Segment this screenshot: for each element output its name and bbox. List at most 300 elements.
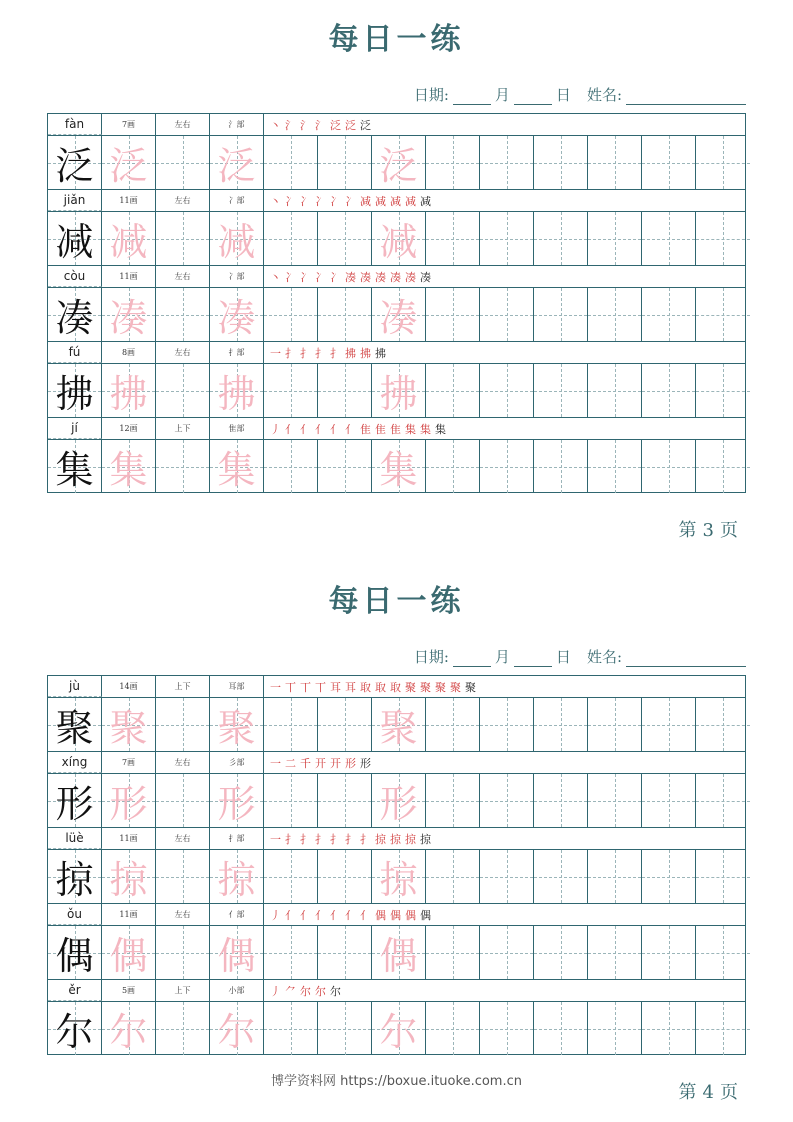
tian-grid-box[interactable] [102,698,156,751]
tian-grid-box[interactable] [588,774,642,827]
tian-grid-box[interactable] [642,288,696,341]
char-info-row [47,827,746,849]
stroke-step: 丅 [285,680,296,694]
stroke-step: 扌 [285,346,296,360]
page-num-value: 3 [702,520,720,541]
tian-grid-box[interactable] [588,698,642,751]
stroke-step: 扌 [315,832,326,846]
tian-grid-box[interactable] [642,850,696,903]
tian-grid-box[interactable] [102,136,156,189]
trace-character: 聚 [109,706,148,750]
stroke-step: 氵 [315,118,326,132]
tian-grid-box[interactable] [642,136,696,189]
tian-grid-box[interactable] [480,850,534,903]
model-character: 聚 [55,706,94,750]
stroke-step: 取 [375,680,386,694]
trace-character: 尔 [379,1010,418,1054]
tian-grid-box[interactable] [426,698,480,751]
char-grid-row [47,439,746,493]
stroke-step: 开 [330,756,341,770]
tian-grid-box[interactable] [534,774,588,827]
stroke-step: 尔 [315,984,326,998]
radical: 扌部 [210,828,264,849]
radical: 亻部 [210,904,264,925]
model-character: 形 [55,782,94,826]
trace-character: 泛 [109,144,148,188]
tian-grid-box[interactable] [210,774,264,827]
tian-grid-box[interactable] [642,212,696,265]
tian-grid-box[interactable] [264,850,318,903]
tian-grid-box[interactable] [48,136,102,189]
tian-grid-box[interactable] [642,364,696,417]
tian-grid-box[interactable] [372,364,426,417]
page-num-value: 4 [702,1082,720,1103]
tian-grid-box[interactable] [48,774,102,827]
tian-grid-box[interactable] [156,926,210,979]
tian-grid-box[interactable] [534,850,588,903]
stroke-step: 亻 [345,422,356,436]
stroke-count: 14画 [102,676,156,697]
tian-grid-box[interactable] [372,440,426,493]
month-blank[interactable] [453,652,491,667]
tian-grid-box[interactable] [210,136,264,189]
page-number [679,516,744,542]
tian-grid-box[interactable] [48,212,102,265]
char-grid-row [47,773,746,827]
tian-grid-box[interactable] [372,136,426,189]
trace-character: 拂 [217,372,256,416]
stroke-step: 集 [405,422,416,436]
stroke-step: 亻 [345,908,356,922]
tian-grid-box[interactable] [480,926,534,979]
tian-grid-box[interactable] [480,136,534,189]
tian-grid-box[interactable] [156,440,210,493]
radical: 小部 [210,980,264,1001]
tian-grid-box[interactable] [102,1002,156,1055]
tian-grid-box[interactable] [102,364,156,417]
tian-grid-box[interactable] [318,1002,372,1055]
trace-character: 聚 [217,706,256,750]
stroke-step: 二 [285,756,296,770]
tian-grid-box[interactable] [696,288,750,341]
stroke-step: 泛 [330,118,341,132]
tian-grid-box[interactable] [372,926,426,979]
radical: 扌部 [210,342,264,363]
tian-grid-box[interactable] [588,850,642,903]
stroke-step: 凑 [390,270,401,284]
trace-character: 偶 [109,934,148,978]
tian-grid-box[interactable] [426,212,480,265]
trace-character: 偶 [379,934,418,978]
pinyin: xíng [48,752,102,773]
trace-character: 凑 [379,296,418,340]
stroke-step: 扌 [330,346,341,360]
tian-grid-box[interactable] [48,288,102,341]
stroke-step: 取 [390,680,401,694]
char-grid-row [47,697,746,751]
stroke-step: 扌 [345,832,356,846]
stroke-step: 泛 [360,118,371,132]
tian-grid-box[interactable] [48,850,102,903]
stroke-order [264,342,745,363]
trace-character: 掠 [217,858,256,902]
radical: 冫部 [210,190,264,211]
trace-character: 减 [379,220,418,264]
char-info-row [47,417,746,439]
stroke-step: 亻 [315,908,326,922]
pinyin: còu [48,266,102,287]
tian-grid-box[interactable] [210,440,264,493]
tian-grid-box[interactable] [372,1002,426,1055]
page-suffix: 页 [720,1082,744,1103]
tian-grid-box[interactable] [426,774,480,827]
stroke-step: 冫 [300,270,311,284]
tian-grid-box[interactable] [534,364,588,417]
stroke-step: 一 [270,346,281,360]
stroke-step: 氵 [285,118,296,132]
tian-grid-box[interactable] [534,288,588,341]
model-character: 集 [55,448,94,492]
tian-grid-box[interactable] [102,926,156,979]
tian-grid-box[interactable] [642,926,696,979]
stroke-step: 亻 [300,422,311,436]
stroke-step: 隹 [375,422,386,436]
month-blank[interactable] [453,90,491,105]
stroke-count: 11画 [102,190,156,211]
trace-character: 聚 [379,706,418,750]
stroke-step: 扌 [285,832,296,846]
stroke-step: 扌 [300,832,311,846]
pinyin: ěr [48,980,102,1001]
trace-character: 形 [217,782,256,826]
stroke-step: 凑 [420,270,431,284]
stroke-step: 拂 [345,346,356,360]
tian-grid-box[interactable] [426,288,480,341]
char-grid-row [47,849,746,903]
tian-grid-box[interactable] [210,288,264,341]
stroke-step: 丿 [270,984,281,998]
date-name-line [414,646,746,667]
tian-grid-box[interactable] [696,440,750,493]
tian-grid-box[interactable] [372,774,426,827]
structure: 左右 [156,828,210,849]
tian-grid-box[interactable] [318,774,372,827]
stroke-step: 拂 [375,346,386,360]
tian-grid-box[interactable] [696,926,750,979]
tian-grid-box[interactable] [696,1002,750,1055]
day-blank[interactable] [514,90,552,105]
tian-grid-box[interactable] [318,698,372,751]
day-blank[interactable] [514,652,552,667]
tian-grid-box[interactable] [696,364,750,417]
char-grid-row [47,925,746,979]
stroke-step: 聚 [465,680,476,694]
tian-grid-box[interactable] [534,136,588,189]
tian-grid-box[interactable] [480,288,534,341]
structure: 左右 [156,342,210,363]
tian-grid-box[interactable] [696,136,750,189]
stroke-step: 减 [360,194,371,208]
stroke-step: 丿 [270,908,281,922]
stroke-count: 12画 [102,418,156,439]
structure: 左右 [156,114,210,135]
model-character: 尔 [55,1010,94,1054]
trace-character: 尔 [109,1010,148,1054]
radical: 耳部 [210,676,264,697]
stroke-step: 冫 [330,270,341,284]
name-blank[interactable] [626,652,746,667]
stroke-step: 亻 [330,422,341,436]
tian-grid-box[interactable] [426,136,480,189]
stroke-count: 11画 [102,904,156,925]
stroke-step: 隹 [360,422,371,436]
tian-grid-box[interactable] [102,288,156,341]
tian-grid-box[interactable] [588,364,642,417]
tian-grid-box[interactable] [318,212,372,265]
tian-grid-box[interactable] [318,926,372,979]
model-character: 拂 [55,372,94,416]
char-info-row [47,189,746,211]
tian-grid-box[interactable] [696,774,750,827]
tian-grid-box[interactable] [210,698,264,751]
trace-character: 集 [109,448,148,492]
day-label: 日 [555,86,571,104]
writing-grid [47,675,746,1055]
name-blank[interactable] [626,90,746,105]
stroke-step: 亻 [360,908,371,922]
tian-grid-box[interactable] [264,136,318,189]
tian-grid-box[interactable] [642,774,696,827]
stroke-step: 扌 [315,346,326,360]
stroke-order [264,828,745,849]
day-label: 日 [555,648,571,666]
stroke-step: 集 [420,422,431,436]
tian-grid-box[interactable] [264,364,318,417]
radical: 冫部 [210,266,264,287]
trace-character: 凑 [217,296,256,340]
tian-grid-box[interactable] [426,364,480,417]
tian-grid-box[interactable] [48,440,102,493]
tian-grid-box[interactable] [210,364,264,417]
radical: 氵部 [210,114,264,135]
tian-grid-box[interactable] [264,212,318,265]
tian-grid-box[interactable] [372,212,426,265]
name-label: 姓名: [586,648,622,666]
trace-character: 凑 [109,296,148,340]
tian-grid-box[interactable] [534,926,588,979]
stroke-step: 冫 [285,270,296,284]
model-character: 泛 [55,144,94,188]
stroke-count: 5画 [102,980,156,1001]
char-info-row [47,903,746,925]
date-label: 日期: [413,86,449,104]
char-grid-row [47,135,746,189]
stroke-step: 冫 [285,194,296,208]
stroke-step: 扌 [330,832,341,846]
stroke-step: 掠 [420,832,431,846]
tian-grid-box[interactable] [156,850,210,903]
stroke-step: 集 [435,422,446,436]
tian-grid-box[interactable] [102,850,156,903]
stroke-step: 形 [345,756,356,770]
tian-grid-box[interactable] [210,850,264,903]
structure: 左右 [156,190,210,211]
stroke-step: 掠 [405,832,416,846]
tian-grid-box[interactable] [426,440,480,493]
tian-grid-box[interactable] [480,1002,534,1055]
tian-grid-box[interactable] [534,1002,588,1055]
tian-grid-box[interactable] [156,136,210,189]
month-label: 月 [494,648,510,666]
tian-grid-box[interactable] [480,698,534,751]
tian-grid-box[interactable] [480,774,534,827]
tian-grid-box[interactable] [156,698,210,751]
tian-grid-box[interactable] [210,926,264,979]
tian-grid-box[interactable] [588,926,642,979]
page-title: 每日一练 [328,22,465,57]
stroke-step: 亻 [330,908,341,922]
tian-grid-box[interactable] [318,288,372,341]
stroke-step: 耳 [330,680,341,694]
stroke-step: 氵 [300,118,311,132]
page-prefix: 第 [678,1082,703,1103]
stroke-order [264,980,745,1001]
model-character: 偶 [55,934,94,978]
tian-grid-box[interactable] [588,440,642,493]
tian-grid-box[interactable] [102,774,156,827]
tian-grid-box[interactable] [264,1002,318,1055]
char-info-row [47,979,746,1001]
stroke-count: 7画 [102,114,156,135]
tian-grid-box[interactable] [642,698,696,751]
tian-grid-box[interactable] [318,850,372,903]
tian-grid-box[interactable] [426,1002,480,1055]
stroke-order [264,752,745,773]
trace-character: 减 [217,220,256,264]
stroke-step: 偶 [420,908,431,922]
tian-grid-box[interactable] [642,440,696,493]
tian-grid-box[interactable] [696,212,750,265]
tian-grid-box[interactable] [318,440,372,493]
stroke-count: 11画 [102,828,156,849]
writing-grid [47,113,746,493]
tian-grid-box[interactable] [426,850,480,903]
char-grid-row [47,287,746,341]
stroke-step: 偶 [390,908,401,922]
tian-grid-box[interactable] [210,1002,264,1055]
trace-character: 尔 [217,1010,256,1054]
stroke-order [264,266,745,287]
tian-grid-box[interactable] [534,440,588,493]
tian-grid-box[interactable] [264,926,318,979]
tian-grid-box[interactable] [102,440,156,493]
tian-grid-box[interactable] [480,212,534,265]
stroke-step: 冫 [330,194,341,208]
stroke-step: 冫 [345,194,356,208]
tian-grid-box[interactable] [372,850,426,903]
model-character: 掠 [55,858,94,902]
tian-grid-box[interactable] [156,212,210,265]
tian-grid-box[interactable] [480,364,534,417]
tian-grid-box[interactable] [480,440,534,493]
trace-character: 泛 [379,144,418,188]
stroke-step: 丶 [270,270,281,284]
stroke-order [264,418,745,439]
tian-grid-box[interactable] [48,364,102,417]
tian-grid-box[interactable] [696,850,750,903]
tian-grid-box[interactable] [588,1002,642,1055]
trace-character: 集 [379,448,418,492]
tian-grid-box[interactable] [48,1002,102,1055]
trace-character: 偶 [217,934,256,978]
tian-grid-box[interactable] [642,1002,696,1055]
tian-grid-box[interactable] [696,698,750,751]
stroke-order [264,114,745,135]
tian-grid-box[interactable] [264,698,318,751]
tian-grid-box[interactable] [156,288,210,341]
structure: 左右 [156,266,210,287]
date-label: 日期: [413,648,449,666]
structure: 上下 [156,980,210,1001]
stroke-step: 尔 [330,984,341,998]
tian-grid-box[interactable] [264,774,318,827]
tian-grid-box[interactable] [156,364,210,417]
page-suffix: 页 [720,520,744,541]
trace-character: 拂 [379,372,418,416]
stroke-step: 偶 [375,908,386,922]
tian-grid-box[interactable] [534,212,588,265]
tian-grid-box[interactable] [264,440,318,493]
tian-grid-box[interactable] [588,288,642,341]
tian-grid-box[interactable] [318,364,372,417]
tian-grid-box[interactable] [48,926,102,979]
tian-grid-box[interactable] [372,288,426,341]
tian-grid-box[interactable] [588,136,642,189]
trace-character: 集 [217,448,256,492]
tian-grid-box[interactable] [588,212,642,265]
tian-grid-box[interactable] [102,212,156,265]
tian-grid-box[interactable] [156,1002,210,1055]
tian-grid-box[interactable] [156,774,210,827]
stroke-step: 尔 [300,984,311,998]
stroke-step: 扌 [360,832,371,846]
tian-grid-box[interactable] [48,698,102,751]
page-title: 每日一练 [328,584,465,619]
tian-grid-box[interactable] [426,926,480,979]
stroke-step: 丿 [270,422,281,436]
stroke-step: 掠 [375,832,386,846]
char-info-row [47,341,746,363]
pinyin: fú [48,342,102,363]
stroke-step: 一 [270,756,281,770]
stroke-step: 凑 [375,270,386,284]
stroke-step: 聚 [405,680,416,694]
stroke-step: 减 [405,194,416,208]
stroke-step: 冫 [315,194,326,208]
pinyin: jiǎn [48,190,102,211]
tian-grid-box[interactable] [372,698,426,751]
stroke-step: 一 [270,832,281,846]
tian-grid-box[interactable] [318,136,372,189]
tian-grid-box[interactable] [264,288,318,341]
trace-character: 掠 [109,858,148,902]
stroke-order [264,190,745,211]
char-grid-row [47,363,746,417]
tian-grid-box[interactable] [210,212,264,265]
tian-grid-box[interactable] [534,698,588,751]
pinyin: jù [48,676,102,697]
stroke-step: 减 [420,194,431,208]
